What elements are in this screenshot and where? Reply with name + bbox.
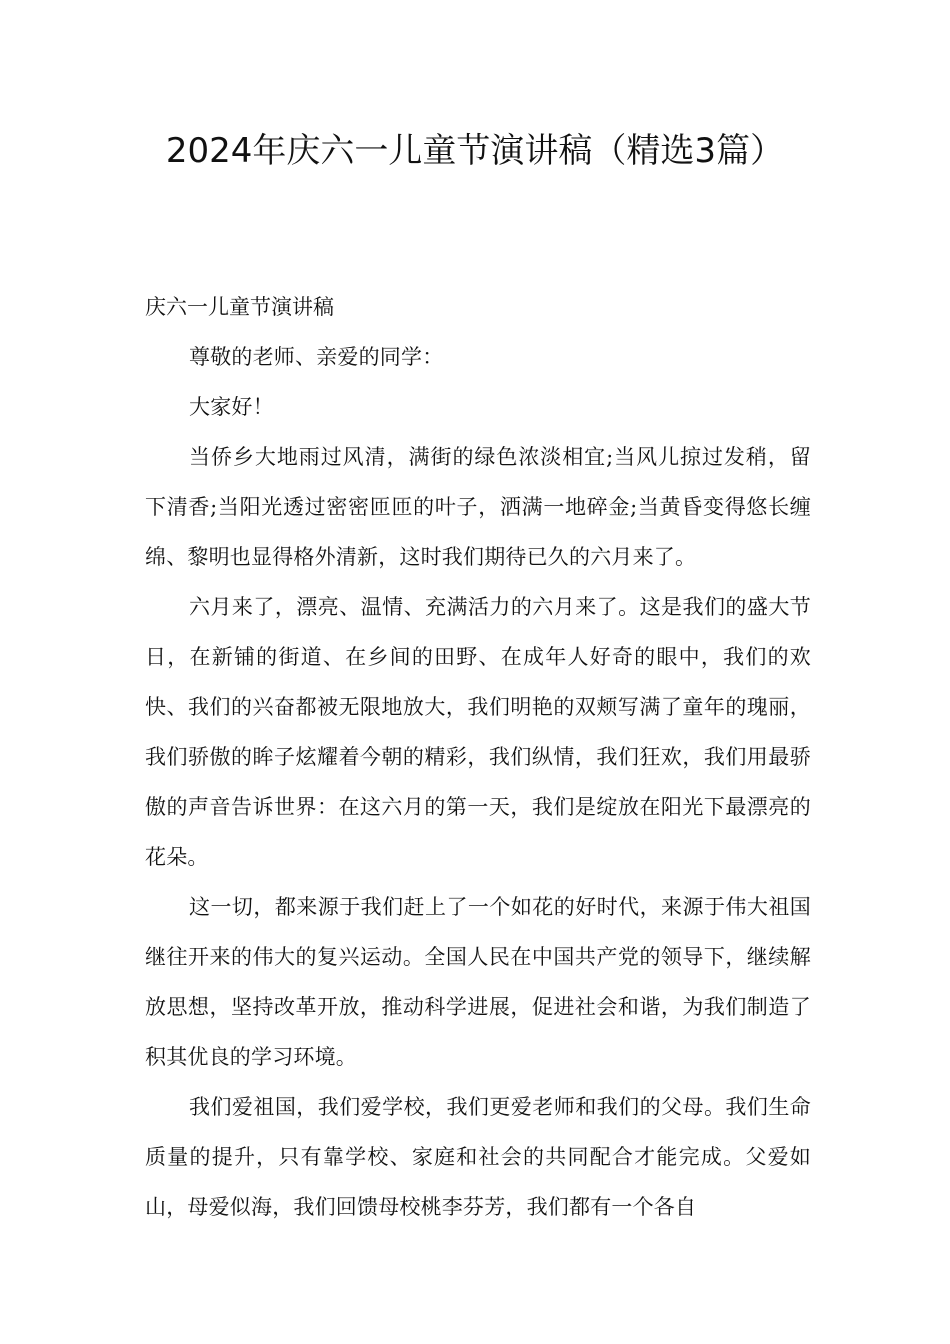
paragraph-body: 这一切，都来源于我们赶上了一个如花的好时代，来源于伟大祖国继往开来的伟大的复兴运动。全国人民在中国共产党的领导下，继续解放思想，坚持改革开放，推动科学进展，促进社会和谐，为我们制造了积其优良的学习环境。 [145,895,811,1069]
section-heading: 庆六一儿童节演讲稿 [145,295,334,319]
document-title: 2024年庆六一儿童节演讲稿（精选3篇） [165,131,785,171]
paragraph-body: 当侨乡大地雨过风清，满街的绿色浓淡相宜;当风儿掠过发稍，留下清香;当阳光透过密密匝匝的叶子，洒满一地碎金;当黄昏变得悠长缠绵、黎明也显得格外清新，这时我们期待已久的六月来了。 [145,445,811,569]
paragraph-salutation: 尊敬的老师、亲爱的同学： [189,345,444,369]
paragraph-body: 六月来了，漂亮、温情、充满活力的六月来了。这是我们的盛大节日，在新铺的街道、在乡间的田野、在成年人好奇的眼中，我们的欢快、我们的兴奋都被无限地放大，我们明艳的双颊写满了童年的瑰丽，我们骄傲的眸子炫耀着今朝的精彩，我们纵情，我们狂欢，我们用最骄傲的声音告诉世界：在这六月的第一天，我们是绽放在阳光下最漂亮的花朵。 [145,595,811,869]
paragraph-greeting: 大家好！ [189,395,274,419]
paragraph-body: 我们爱祖国，我们爱学校，我们更爱老师和我们的父母。我们生命质量的提升，只有靠学校、家庭和社会的共同配合才能完成。父爱如山，母爱似海，我们回馈母校桃李芬芳，我们都有一个各自 [145,1095,811,1219]
document-body [145,282,811,1232]
